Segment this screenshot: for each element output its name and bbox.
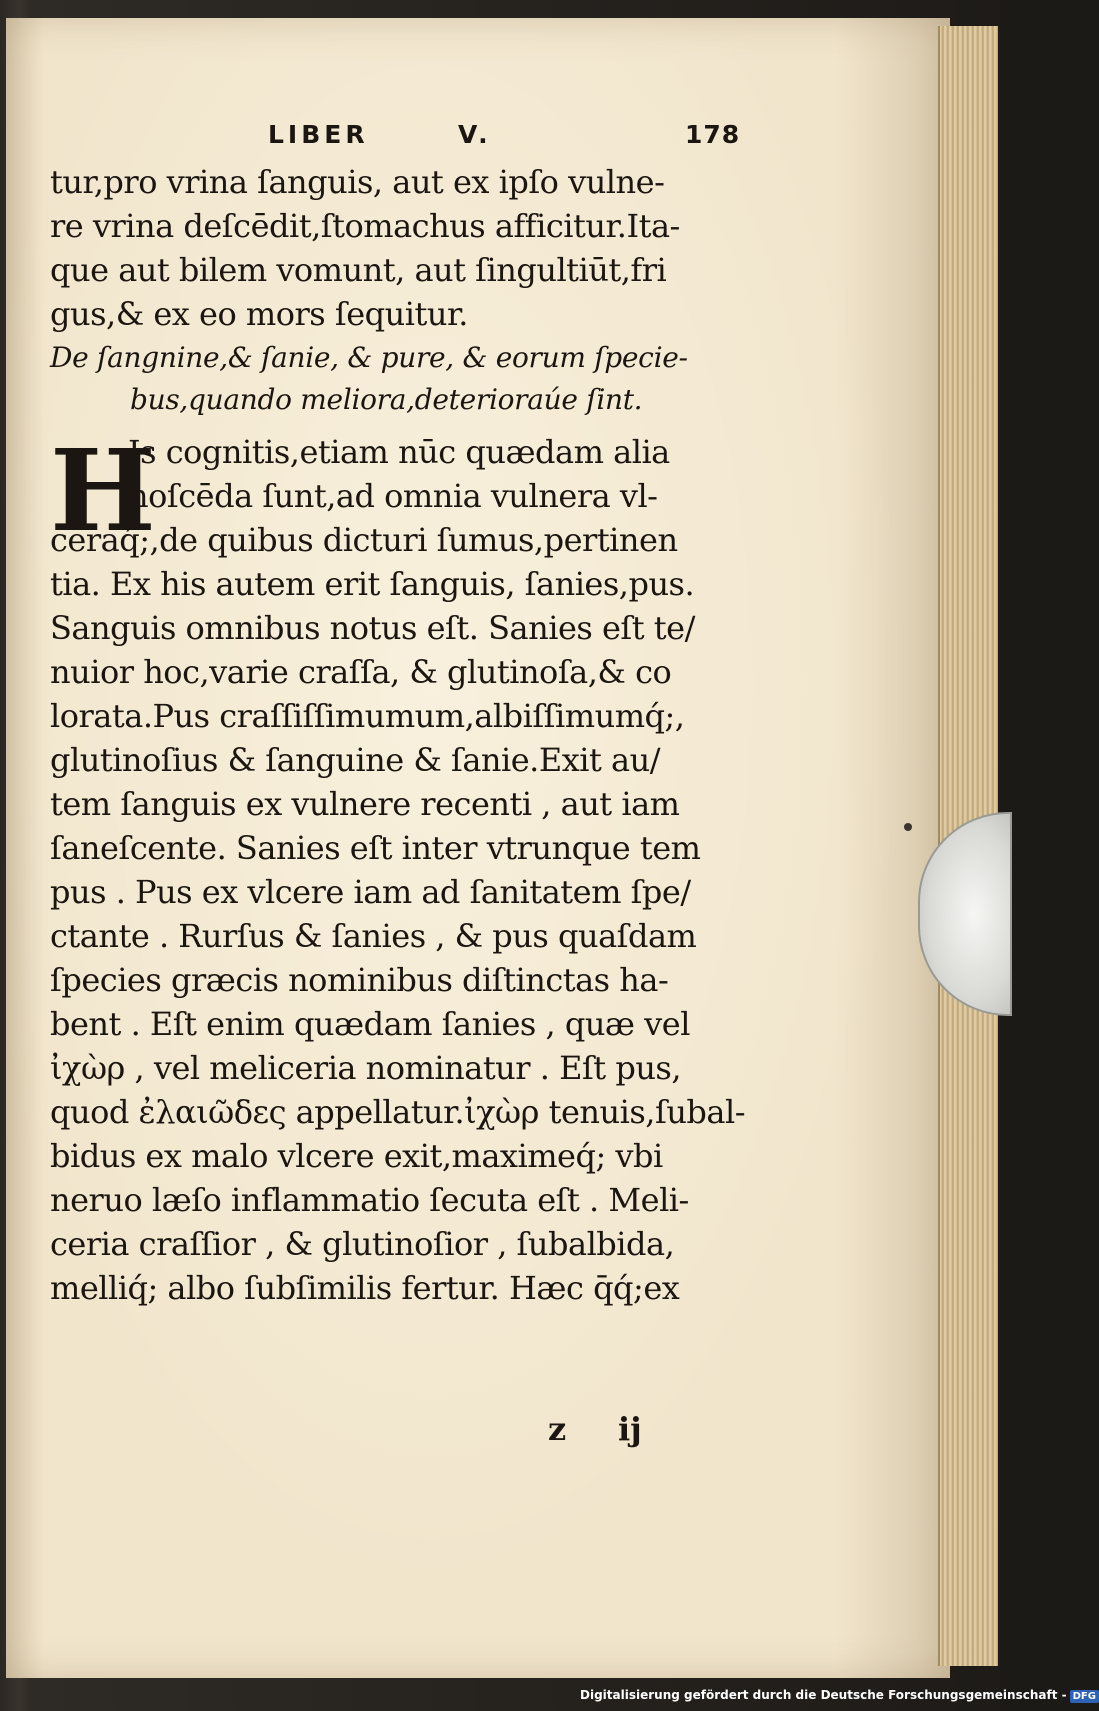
dfg-logo-badge: DFG [1070, 1690, 1099, 1703]
text-line: ſpecies græcis nominibus diſtinctas ha‑ [50, 961, 669, 999]
section-heading-line: bus,quando meliora,deterioraúe ſint. [130, 383, 643, 416]
text-line: quod ἐλαιῶδες appellatur.ἰχὼρ tenuis,ſubal‑ [50, 1093, 746, 1131]
text-line: glutinoſius & ſanguine & ſanie.Exit au/ [50, 741, 660, 779]
running-header [68, 120, 748, 156]
text-line: tem ſanguis ex vulnere recenti , aut iam [50, 785, 680, 823]
signature-numeral: ij [618, 1410, 642, 1448]
text-line: bent . Eſt enim quædam ſanies , quæ vel [50, 1005, 690, 1043]
text-line: ctante . Rurſus & ſanies , & pus quaſdam [50, 917, 697, 955]
credit-text: Digitalisierung gefördert durch die Deutsche Forschungsgemeinschaft - [580, 1688, 1067, 1702]
text-line: ſaneſcente. Sanies eſt inter vtrunque tem [50, 829, 701, 867]
section-heading-line: De ſangnine,& ſanie, & pure, & eorum ſpecie‑ [50, 341, 688, 374]
text-line: ἰχὼρ , vel meliceria nominatur . Eſt pus, [50, 1049, 682, 1087]
page-number: 178 [685, 120, 741, 149]
text-line: melliq́; albo ſubſimilis fertur. Hæc q̄q́;ex [50, 1269, 680, 1307]
text-line: pus . Pus ex vlcere iam ad ſanitatem ſpe/ [50, 873, 691, 911]
signature-letter: z [548, 1410, 567, 1448]
text-line: re vrina deſcēdit,ſtomachus afficitur.Ita‑ [50, 207, 680, 245]
digitization-credit [580, 1688, 1096, 1703]
text-line: que aut bilem vomunt, aut ſingultiūt,fri [50, 251, 667, 289]
initial-letter: H [50, 426, 156, 557]
header-liber: LIBER [268, 120, 369, 149]
text-line: Sanguis omnibus notus eſt. Sanies eſt te/ [50, 609, 695, 647]
text-line: gus,& ex eo mors ſequitur. [50, 295, 468, 333]
text-line: bidus ex malo vlcere exit,maximeq́; vbi [50, 1137, 663, 1175]
text-line: ceraq́;,de quibus dicturi ſumus,pertinen [50, 521, 678, 559]
text-line: tia. Ex his autem erit ſanguis, ſanies,pus. [50, 565, 695, 603]
header-book-number: V. [458, 120, 492, 149]
text-line: tur,pro vrina ſanguis, aut ex ipſo vulne‑ [50, 163, 665, 201]
pin-mark [904, 823, 912, 831]
text-line: Is cognitis,etiam nūc quædam alia [128, 433, 670, 471]
text-line: nuior hoc,varie craſſa, & glutinoſa,& co [50, 653, 672, 691]
text-line: ceria craſſior , & glutinoſior , ſubalbida, [50, 1225, 675, 1263]
text-line: noſcēda ſunt,ad omnia vulnera vl‑ [128, 477, 658, 515]
text-line: lorata.Pus craſſiſſimumum,albiſſimumq́;, [50, 697, 685, 735]
text-line: neruo læſo inflammatio ſecuta eſt . Meli‑ [50, 1181, 689, 1219]
